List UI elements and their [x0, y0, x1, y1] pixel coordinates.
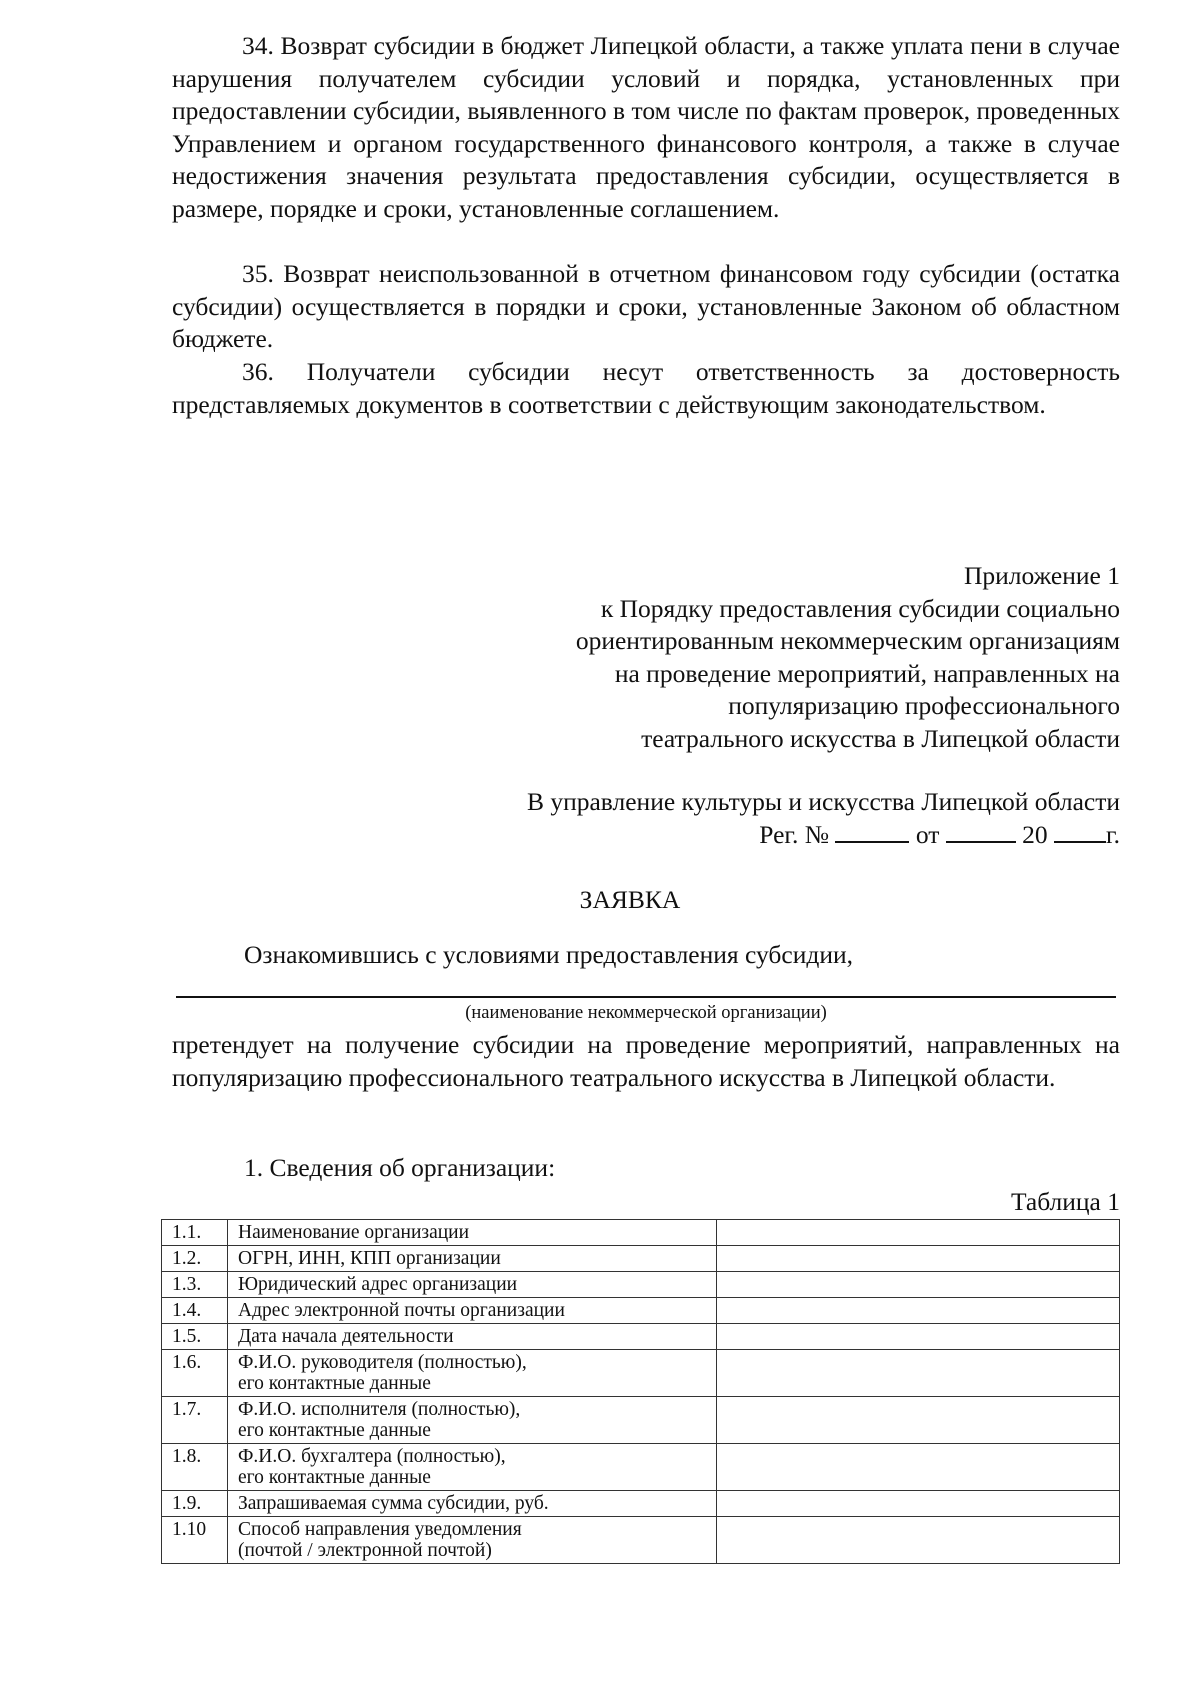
row-label: Способ направления уведомления (почтой / электронной почтой) — [228, 1517, 717, 1564]
document-title: ЗАЯВКА — [579, 885, 681, 914]
row-number: 1.1. — [162, 1220, 228, 1246]
table-row — [162, 1298, 1120, 1324]
appendix-header — [576, 560, 1120, 755]
row-label: Ф.И.О. бухгалтера (полностью), его контактные данные — [228, 1444, 717, 1491]
row-number: 1.7. — [162, 1397, 228, 1444]
row-value-cell[interactable] — [717, 1324, 1120, 1350]
appendix-line: на проведение мероприятий, направленных на — [614, 658, 1120, 688]
row-label: Юридический адрес организации — [228, 1272, 717, 1298]
table-row — [162, 1246, 1120, 1272]
table-label: Таблица 1 — [1010, 1187, 1120, 1216]
table-row — [162, 1350, 1120, 1397]
table-row — [162, 1324, 1120, 1350]
row-label: Адрес электронной почты организации — [228, 1298, 717, 1324]
row-value-cell[interactable] — [717, 1517, 1120, 1564]
reg-date-blank[interactable] — [946, 819, 1016, 843]
registration-line — [527, 819, 1120, 852]
appendix-line: ориентированным некоммерческим организациям — [575, 626, 1120, 655]
row-label: Запрашиваемая сумма субсидии, руб. — [228, 1491, 717, 1517]
row-number: 1.5. — [162, 1324, 228, 1350]
reg-prefix: Рег. № — [759, 819, 830, 849]
row-label: Ф.И.О. исполнителя (полностью), его контактные данные — [228, 1397, 717, 1444]
appendix-line: к Порядку предоставления субсидии социально — [600, 593, 1120, 623]
paragraph-35: 35. Возврат неиспользованной в отчетном финансовом году субсидии (остатка субсидии) осуществляется в порядки и сроки, установленные Законом об областном бюджете. — [172, 259, 1120, 353]
table-row — [162, 1220, 1120, 1246]
appendix-line: театрального искусства в Липецкой области — [641, 723, 1120, 753]
organization-name-caption: (наименование некоммерческой организации) — [465, 1003, 827, 1023]
table-row — [162, 1517, 1120, 1564]
row-number: 1.2. — [162, 1246, 228, 1272]
row-number: 1.6. — [162, 1350, 228, 1397]
row-label: Наименование организации — [228, 1220, 717, 1246]
row-value-cell[interactable] — [717, 1220, 1120, 1246]
row-number: 1.8. — [162, 1444, 228, 1491]
row-label: Дата начала деятельности — [228, 1324, 717, 1350]
row-value-cell[interactable] — [717, 1491, 1120, 1517]
table-row — [162, 1272, 1120, 1298]
reg-number-blank[interactable] — [835, 819, 909, 843]
appendix-line: популяризацию профессионального — [728, 691, 1120, 720]
row-number: 1.10 — [162, 1517, 228, 1564]
reg-year: 20 — [1022, 819, 1048, 849]
row-number: 1.3. — [162, 1272, 228, 1298]
paragraph-34: 34. Возврат субсидии в бюджет Липецкой области, а также уплата пени в случае нарушения получателем субсидии условий и порядка, установленных при предоставлении субсидии, выявленного в том числе по фактам проверок, проведенных Управлением и органом государственного финансового контроля, а также в случае недостижения значения результата предоставления субсидии, осуществляется в размере, порядке и сроки, установленные соглашением. — [172, 31, 1120, 223]
section1-heading: 1. Сведения об организации: — [244, 1153, 556, 1182]
intro-body: претендует на получение субсидии на проведение мероприятий, направленных на популяризацию профессионального театрального искусства в Липецкой области. — [172, 1030, 1120, 1092]
organization-name-blank[interactable] — [176, 996, 1116, 998]
reg-from: от — [915, 819, 940, 849]
row-value-cell[interactable] — [717, 1397, 1120, 1444]
row-value-cell[interactable] — [717, 1350, 1120, 1397]
addressee: В управление культуры и искусства Липецкой области — [526, 787, 1120, 816]
row-value-cell[interactable] — [717, 1298, 1120, 1324]
row-label: ОГРН, ИНН, КПП организации — [228, 1246, 717, 1272]
row-label: Ф.И.О. руководителя (полностью), его контактные данные — [228, 1350, 717, 1397]
row-number: 1.4. — [162, 1298, 228, 1324]
table-row — [162, 1491, 1120, 1517]
organization-info-table — [161, 1219, 1120, 1564]
table-row — [162, 1397, 1120, 1444]
reg-year-blank[interactable] — [1054, 819, 1106, 843]
row-number: 1.9. — [162, 1491, 228, 1517]
row-value-cell[interactable] — [717, 1444, 1120, 1491]
appendix-line: Приложение 1 — [964, 561, 1120, 590]
row-value-cell[interactable] — [717, 1272, 1120, 1298]
reg-suffix: г. — [1106, 819, 1120, 849]
paragraph-36: 36. Получатели субсидии несут ответственность за достоверность представляемых документов в соответствии с действующим законодательством. — [172, 357, 1120, 419]
table-row — [162, 1444, 1120, 1491]
row-value-cell[interactable] — [717, 1246, 1120, 1272]
addressee-block — [527, 786, 1120, 851]
intro-line: Ознакомившись с условиями предоставления субсидии, — [244, 940, 853, 969]
